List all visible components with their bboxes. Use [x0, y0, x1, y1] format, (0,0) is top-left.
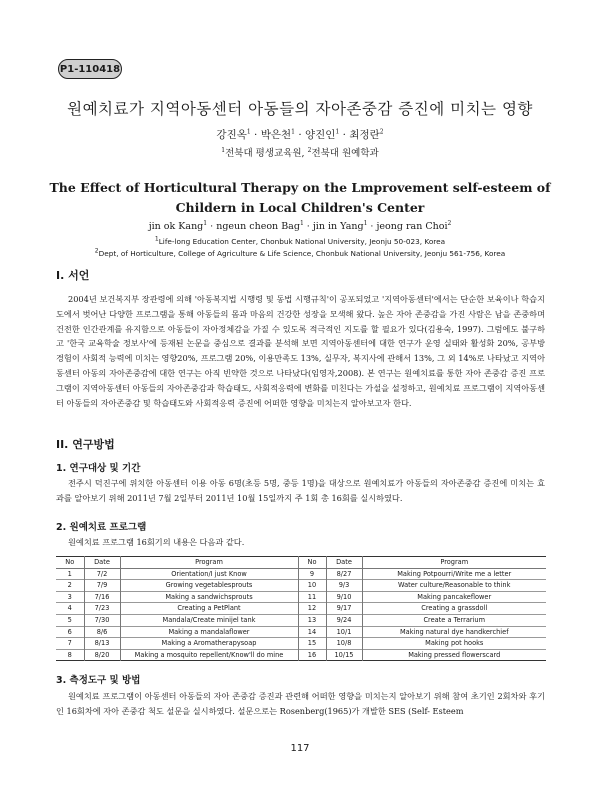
table-row [56, 603, 546, 615]
table-cell: 16 [298, 649, 326, 661]
table-cell: Making a mosquito repellent/Know'll do mine [120, 649, 298, 661]
table-cell: 5 [56, 614, 84, 626]
header-date: Date [326, 557, 362, 569]
table-row [56, 580, 546, 592]
author-ko-4: 최정란$^2$ [349, 128, 384, 141]
author-ko-3: 양진인$^1$ [305, 128, 340, 141]
table-cell: 7 [56, 638, 84, 650]
table-cell: Mandala/Create minijel tank [120, 614, 298, 626]
section-1-heading: I. 서언 [56, 269, 90, 282]
table-header-row [56, 557, 546, 569]
table-cell: Creating a grassdoll [362, 603, 546, 615]
table-cell: 1 [56, 568, 84, 580]
abstract-id-badge: P1-110418 [58, 59, 122, 79]
table-cell: Making Potpourri/Write me a letter [362, 568, 546, 580]
table-cell: Create a Terrarium [362, 614, 546, 626]
table-cell: 9/17 [326, 603, 362, 615]
english-affiliation-1: $^1$Life-long Education Center, Chonbuk National University, Jeonju 50-023, Korea [154, 235, 446, 246]
table-row [56, 626, 546, 638]
english-title [40, 178, 560, 218]
table-cell: 4 [56, 603, 84, 615]
author-separator: · [298, 129, 302, 141]
table-cell: 10/1 [326, 626, 362, 638]
table-cell: 8/6 [84, 626, 120, 638]
table-cell: 6 [56, 626, 84, 638]
table-cell: 10 [298, 580, 326, 592]
table-row [56, 649, 546, 661]
table-cell: 12 [298, 603, 326, 615]
english-authors: jin ok Kang$^1$ · ngeun cheon Bag$^1$ · jin in Yang$^1$ · jeong ran Choi$^2$ [148, 219, 452, 232]
section-2-heading: II. 연구방법 [56, 438, 115, 451]
table-row [56, 614, 546, 626]
table-cell: 9 [298, 568, 326, 580]
english-affiliation-2: $^2$Dept, of Horticulture, College of Agriculture & Life Science, Chonbuk National University, Jeonju 561-756, Korea [94, 247, 506, 258]
author-separator: · [254, 129, 258, 141]
table-cell: 14 [298, 626, 326, 638]
subsection-2-2-body: 원예치료 프로그램 16회기의 내용은 다음과 같다. [68, 537, 245, 547]
author-ko-2: 박은천$^1$ [260, 128, 295, 141]
table-cell: 3 [56, 591, 84, 603]
english-title-line-1: The Effect of Horticultural Therapy on the Lmprovement self-esteem of [49, 180, 551, 195]
program-table [56, 556, 546, 661]
table-cell: 9/10 [326, 591, 362, 603]
table-cell: Orientation/I just Know [120, 568, 298, 580]
table-row [56, 591, 546, 603]
subsection-2-1-heading: 1. 연구대상 및 기간 [56, 463, 141, 474]
table-cell: Making a mandalaflower [120, 626, 298, 638]
table-cell: Growing vegetablesprouts [120, 580, 298, 592]
table-cell: 8/13 [84, 638, 120, 650]
table-cell: 7/9 [84, 580, 120, 592]
page-number: 117 [290, 743, 310, 754]
table-cell: 2 [56, 580, 84, 592]
table-cell: 8/27 [326, 568, 362, 580]
table-cell: 7/23 [84, 603, 120, 615]
subsection-2-3-body: 원예치료 프로그램이 아동센터 아동들의 자아 존중감 증진과 관련해 어떠한 영향을 미치는지 알아보기 위해 참여 초기인 2회차와 후기인 16회차에 자아 존중감 척도 설문을 실시하였다. 설문으로는 Rosenberg(1965)가 개발한 SES (Self- Esteem [56, 691, 545, 716]
korean-affiliations: $^1$전북대 평생교육원, $^2$전북대 원예학과 [221, 146, 379, 159]
table-cell: 9/24 [326, 614, 362, 626]
table-cell: 8/20 [84, 649, 120, 661]
subsection-2-1-body: 전주시 덕진구에 위치한 아동센터 이용 아동 6명(초등 5명, 중등 1명)을 대상으로 원예치료가 아동들의 자아존중감 증진에 미치는 효과를 알아보기 위해 2011년 7월 2일부터 2011년 10월 15일까지 주 1회 총 16회를 실시하였다. [56, 478, 545, 503]
header-no: No [56, 557, 84, 569]
header-date: Date [84, 557, 120, 569]
subsection-2-3-heading: 3. 측정도구 및 방법 [56, 675, 141, 686]
table-row [56, 638, 546, 650]
header-program: Program [120, 557, 298, 569]
table-cell: Making pressed flowerscard [362, 649, 546, 661]
table-cell: 10/15 [326, 649, 362, 661]
english-affiliations [40, 236, 560, 260]
table-cell: 9/3 [326, 580, 362, 592]
author-separator: · [342, 129, 346, 141]
table-cell: 11 [298, 591, 326, 603]
table-cell: Creating a PetPlant [120, 603, 298, 615]
table-cell: 13 [298, 614, 326, 626]
english-title-line-2: Childern in Local Children's Center [175, 200, 425, 215]
table-cell: Making pancakeflower [362, 591, 546, 603]
header-program: Program [362, 557, 546, 569]
table-cell: Making natural dye handkerchief [362, 626, 546, 638]
korean-authors [40, 127, 560, 142]
table-cell: 15 [298, 638, 326, 650]
subsection-2-2-heading: 2. 원예치료 프로그램 [56, 522, 147, 533]
author-ko-1: 강진옥$^1$ [216, 128, 251, 141]
table-cell: Making a Aromatherapysoap [120, 638, 298, 650]
table-cell: Making pot hooks [362, 638, 546, 650]
table-cell: Water culture/Reasonable to think [362, 580, 546, 592]
table-cell: 7/2 [84, 568, 120, 580]
table-cell: 10/8 [326, 638, 362, 650]
table-cell: Making a sandwichsprouts [120, 591, 298, 603]
section-1-body: 2004년 보건복지부 장관령에 의해 '아동복지법 시행령 및 동법 시행규칙'이 공포되었고 '지역아동센터'에서는 단순한 보육이나 학습지도에서 벗어난 다양한 프로그램을 통해 아동들의 몸과 마음의 건강한 성장을 모색해 왔다. 높은 자아 존중감을 가진 사람은 남을 존중하며 건전한 인간관계를 유지함으로 아동들이 자아정체감을 가질 수 있도록 적극적인 지도를 할 필요가 있다(김용숙, 1997). 그럼에도 불구하고 '한국 교육학술 정보사'에 등재된 논문을 중심으로 결과를 분석해 보면 지역아동센터에 대한 연구가 운영 실태와 활성화 20%, 공부방 경험이 사회적 능력에 미치는 영향20%, 프로그램 20%, 이용만족도 13%, 실무자, 복지사에 관해서 13%, 그 외 14%로 나타났고 지역아동센터 아동의 자아존중감에 대한 연구는 아직 빈약한 것으로 나타났다(임영자,2008). 본 연구는 원예치료를 통한 자아 존중감 증진 프로그램이 지역아동센터 아동들의 자아존중감과 학습태도, 사회적응력에 변화를 미친다는 가설을 설정하고, 원예치료 프로그램이 지역아동센터 아동들의 자아존중감 및 학습태도와 사회적응력 증진에 어떠한 영향을 미치는지 알아보고자 한다. [56, 294, 545, 408]
table-cell: 7/16 [84, 591, 120, 603]
table-row [56, 568, 546, 580]
table-cell: 7/30 [84, 614, 120, 626]
korean-title: 원예치료가 지역아동센터 아동들의 자아존중감 증진에 미치는 영향 [67, 100, 533, 118]
table-cell: 8 [56, 649, 84, 661]
header-no: No [298, 557, 326, 569]
